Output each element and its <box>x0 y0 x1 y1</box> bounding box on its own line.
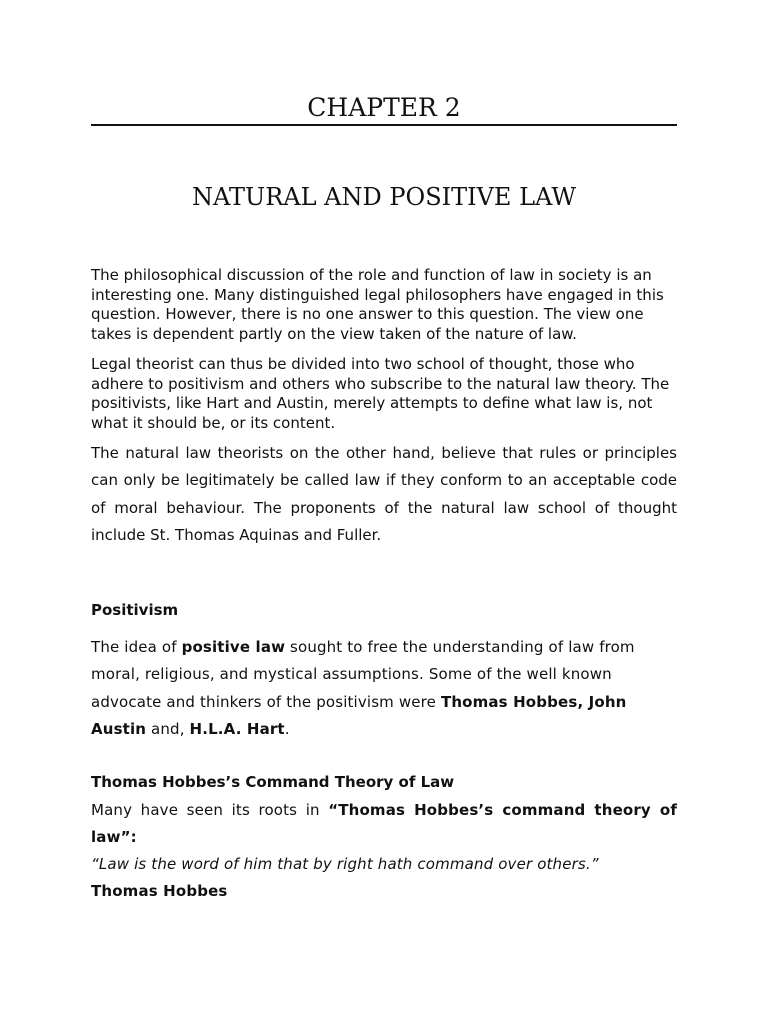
quote-attribution: Thomas Hobbes <box>91 882 228 900</box>
positivist-thinkers: Thomas Hobbes, John Austin <box>91 692 627 738</box>
positivism-text-2: sought to free the understanding of law from moral, religious, and mystical assumptions. Some of the well known advocate and thinkers of the positivism were <box>91 638 635 711</box>
positivism-paragraph <box>91 634 677 743</box>
chapter-divider <box>91 124 677 126</box>
positivism-text-3: and, <box>146 719 190 738</box>
positivism-heading: Positivism <box>91 601 179 619</box>
command-theory-term: “Thomas Hobbes’s command theory of law”: <box>91 801 677 847</box>
positivism-text-1: The idea of <box>91 638 182 656</box>
hobbes-paragraph <box>91 797 677 852</box>
chapter-title: NATURAL AND POSITIVE LAW <box>191 183 577 211</box>
hobbes-quote: “Law is the word of him that by right hath command over others.” <box>91 855 599 873</box>
intro-paragraph-3: The natural law theorists on the other hand, believe that rules or principles can only be legitimately be called law if they conform to an acceptable code of moral behaviour. The proponents of the natural law school of thought include St. Thomas Aquinas and Fuller. <box>91 444 677 544</box>
chapter-label: CHAPTER 2 <box>307 93 461 122</box>
intro-paragraph-2: Legal theorist can thus be divided into two school of thought, those who adhere to positivism and others who subscribe to the natural law theory. The positivists, like Hart and Austin, merely attempts to define what law is, not what it should be, or its content. <box>91 355 670 432</box>
document-page <box>91 0 677 1024</box>
hobbes-heading: Thomas Hobbes’s Command Theory of Law <box>91 773 455 791</box>
hart-name: H.L.A. Hart <box>189 719 285 738</box>
intro-paragraph-1: The philosophical discussion of the role and function of law in society is an interesting one. Many distinguished legal philosophers have engaged in this question. However, there is no one answer to this question. The view one takes is dependent partly on the view taken of the nature of law. <box>91 266 664 343</box>
positive-law-term: positive law <box>181 638 286 656</box>
positivism-text-4: . <box>284 719 290 738</box>
hobbes-text-1: Many have seen its roots in <box>91 801 329 819</box>
